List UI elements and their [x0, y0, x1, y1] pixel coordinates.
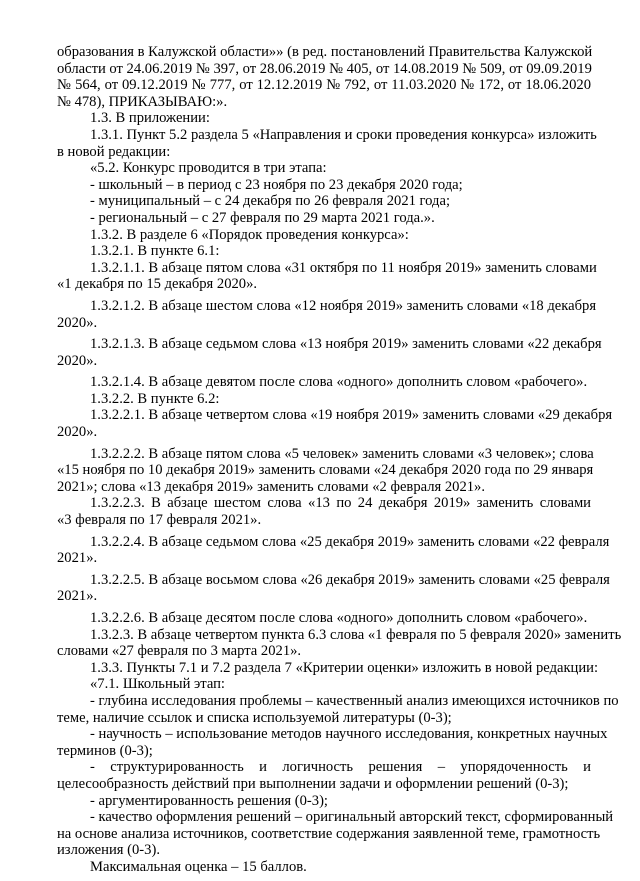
text-line: 1.3.2.1.2. В абзаце шестом слова «12 ноября 2019» заменить словами «18 декабря [90, 297, 597, 314]
text-line: «5.2. Конкурс проводится в три этапа: [90, 160, 327, 177]
text-line: 1.3.2.2. В пункте 6.2: [90, 390, 220, 407]
text-line: - муниципальный – с 24 декабря по 26 февраля 2021 года; [90, 193, 451, 210]
text-line: 2021». [57, 588, 98, 605]
text-line: «1 декабря по 15 декабря 2020». [57, 276, 258, 293]
text-line: терминов (0-3); [57, 742, 153, 759]
text-line: 2020». [57, 352, 98, 369]
text-line: «7.1. Школьный этап: [90, 676, 225, 693]
text-line: - научность – использование методов научного исследования, конкретных научных [90, 726, 608, 743]
text-line: 1.3.2.2.2. В абзаце пятом слова «5 человек» заменить словами «3 человек»; слова [90, 445, 594, 462]
text-line: 1.3.1. Пункт 5.2 раздела 5 «Направления и сроки проведения конкурса» изложить [90, 126, 597, 143]
text-line: 2021»; слова «13 декабря 2019» заменить словами «2 февраля 2021». [57, 478, 485, 495]
text-line: 1.3.2.1.3. В абзаце седьмом слова «13 ноября 2019» заменить словами «22 декабря [90, 336, 602, 353]
text-line: - аргументированность решения (0-3); [90, 792, 328, 809]
text-line: - глубина исследования проблемы – качественный анализ имеющихся источников по [90, 692, 619, 709]
text-line: 1.3.2.1. В пункте 6.1: [90, 243, 220, 260]
text-line: 1.3.2.1.1. В абзаце пятом слова «31 октября по 11 ноября 2019» заменить словами [90, 259, 597, 276]
text-line: 1.3.2.2.3. В абзаце шестом слова «13 по 24 декабря 2019» заменить словами [90, 495, 591, 512]
text-line: области от 24.06.2019 № 397, от 28.06.2019 № 405, от 14.08.2019 № 509, от 09.09.2019 [57, 60, 592, 77]
text-line: «3 февраля по 17 февраля 2021». [57, 512, 262, 529]
text-line: образования в Калужской области»» (в ред. постановлений Правительства Калужской [57, 44, 593, 60]
text-line: 1.3. В приложении: [90, 110, 210, 127]
text-line: изложения (0-3). [57, 842, 160, 859]
text-line: словами «27 февраля по 3 марта 2021». [57, 643, 302, 660]
text-line: теме, наличие ссылок и списка используемой литературы (0-3); [57, 709, 452, 726]
text-line: 1.3.3. Пункты 7.1 и 7.2 раздела 7 «Критерии оценки» изложить в новой редакции: [90, 659, 599, 676]
text-line: в новой редакции: [57, 143, 171, 160]
text-line: 2020». [57, 424, 98, 441]
text-line: - структурированность и логичность решения – упорядоченность и [90, 759, 591, 776]
text-line: 1.3.2.3. В абзаце четвертом пункта 6.3 слова «1 февраля по 5 февраля 2020» заменить [90, 626, 622, 643]
text-line: № 478), ПРИКАЗЫВАЮ:». [57, 93, 228, 110]
text-line: 1.3.2.2.4. В абзаце седьмом слова «25 декабря 2019» заменить словами «22 февраля [90, 533, 610, 550]
text-line: на основе анализа источников, соответствие содержания заявленной теме, грамотность [57, 825, 601, 842]
text-line: 1.3.2.1.4. В абзаце девятом после слова «одного» дополнить словом «рабочего». [90, 374, 588, 391]
text-line: № 564, от 09.12.2019 № 777, от 12.12.2019 № 792, от 11.03.2020 № 172, от 18.06.2020 [57, 77, 591, 94]
text-line: 1.3.2. В разделе 6 «Порядок проведения конкурса»: [90, 226, 409, 243]
text-line: Максимальная оценка – 15 баллов. [90, 858, 307, 875]
text-line: 1.3.2.2.5. В абзаце восьмом слова «26 декабря 2019» заменить словами «25 февраля [90, 571, 610, 588]
text-line: - школьный – в период с 23 ноября по 23 декабря 2020 года; [90, 176, 463, 193]
text-line: 2021». [57, 550, 98, 567]
text-line: 1.3.2.2.1. В абзаце четвертом слова «19 ноября 2019» заменить словами «29 декабря [90, 407, 613, 424]
text-line: - региональный – с 27 февраля по 29 марта 2021 года.». [90, 209, 435, 226]
text-line: 2020». [57, 314, 98, 331]
text-line: целесообразность действий при выполнении задачи и оформлении решений (0-3); [57, 775, 569, 792]
text-line: 1.3.2.2.6. В абзаце десятом после слова «одного» дополнить словом «рабочего». [90, 610, 588, 626]
document-page [57, 44, 622, 876]
text-line: - качество оформления решений – оригинальный авторский текст, сформированный [90, 809, 614, 826]
text-line: «15 ноября по 10 декабря 2019» заменить словами «24 декабря 2020 года по 29 января [57, 462, 594, 479]
